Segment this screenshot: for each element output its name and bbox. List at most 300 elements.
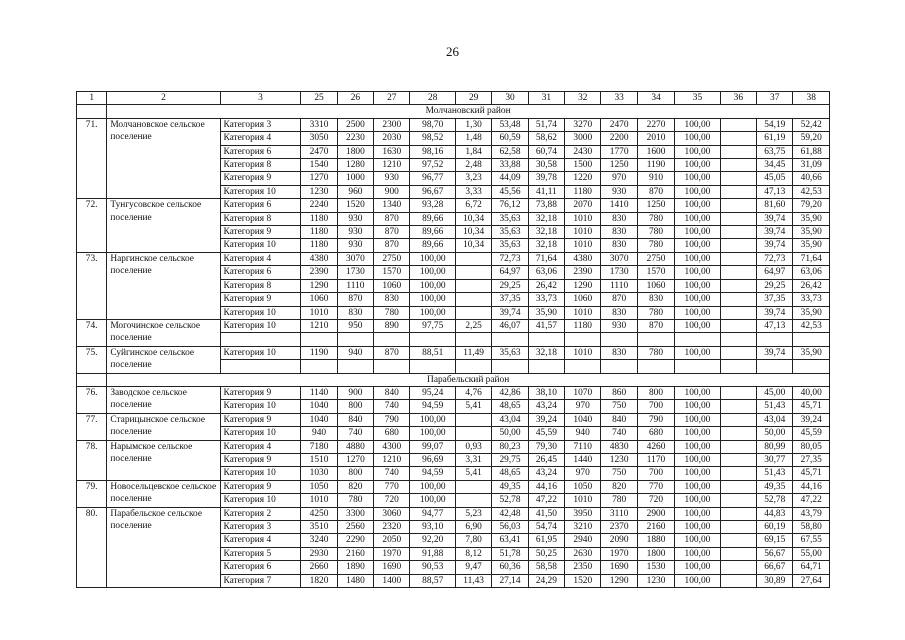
value-cell: 830 xyxy=(374,293,410,306)
empty-cell xyxy=(301,360,337,373)
value-cell xyxy=(720,266,756,279)
value-cell: 80,23 xyxy=(492,440,528,453)
value-cell: 39,78 xyxy=(528,172,564,185)
value-cell: 100,00 xyxy=(675,279,720,292)
value-cell: 47,13 xyxy=(757,185,793,198)
value-cell: 7110 xyxy=(565,440,601,453)
value-cell: 750 xyxy=(601,400,637,413)
value-cell: 80,05 xyxy=(793,440,830,453)
value-cell: 780 xyxy=(637,212,674,225)
value-cell: 2630 xyxy=(565,547,601,560)
value-cell: 1010 xyxy=(565,239,601,252)
value-cell: 720 xyxy=(637,494,674,507)
empty-cell xyxy=(675,333,720,346)
value-cell: 1270 xyxy=(301,172,337,185)
value-cell: 1190 xyxy=(301,346,337,359)
value-cell: 94,59 xyxy=(410,467,455,480)
value-cell xyxy=(455,494,491,507)
value-cell: 42,48 xyxy=(492,507,528,520)
value-cell: 3110 xyxy=(601,507,637,520)
value-cell xyxy=(720,453,756,466)
value-cell: 680 xyxy=(637,427,674,440)
value-cell: 1730 xyxy=(337,266,373,279)
value-cell: 950 xyxy=(337,319,373,332)
category-cell: Категория 8 xyxy=(220,159,301,172)
value-cell: 1040 xyxy=(301,413,337,426)
value-cell: 2660 xyxy=(301,561,337,574)
settlement-name: Заводское сельское поселение xyxy=(107,386,220,413)
settlement-number: 80. xyxy=(77,507,107,587)
value-cell: 52,42 xyxy=(793,118,830,131)
empty-cell xyxy=(492,333,528,346)
value-cell: 870 xyxy=(374,226,410,239)
value-cell: 45,00 xyxy=(757,386,793,399)
value-cell xyxy=(720,480,756,493)
value-cell: 940 xyxy=(301,427,337,440)
value-cell: 720 xyxy=(374,494,410,507)
value-cell: 1210 xyxy=(374,159,410,172)
value-cell: 100,00 xyxy=(675,319,720,332)
value-cell xyxy=(720,118,756,131)
value-cell: 62,58 xyxy=(492,145,528,158)
value-cell: 1000 xyxy=(337,172,373,185)
value-cell: 1230 xyxy=(637,574,674,587)
value-cell xyxy=(455,293,491,306)
column-header: 37 xyxy=(757,92,793,105)
value-cell: 900 xyxy=(337,386,373,399)
column-header: 30 xyxy=(492,92,528,105)
value-cell: 29,75 xyxy=(492,453,528,466)
value-cell: 1600 xyxy=(637,145,674,158)
value-cell: 81,60 xyxy=(757,199,793,212)
value-cell: 2560 xyxy=(337,520,373,533)
value-cell: 1180 xyxy=(301,239,337,252)
value-cell: 2270 xyxy=(637,118,674,131)
value-cell: 1690 xyxy=(374,561,410,574)
column-header: 26 xyxy=(337,92,373,105)
value-cell: 770 xyxy=(374,480,410,493)
value-cell: 3,31 xyxy=(455,453,491,466)
value-cell: 60,36 xyxy=(492,561,528,574)
value-cell: 820 xyxy=(601,480,637,493)
value-cell xyxy=(720,132,756,145)
value-cell xyxy=(720,507,756,520)
settlement-name: Суйгинское сельское поселение xyxy=(107,346,220,373)
value-cell: 42,86 xyxy=(492,386,528,399)
value-cell: 890 xyxy=(374,319,410,332)
empty-cell xyxy=(337,333,373,346)
value-cell xyxy=(720,440,756,453)
value-cell: 11,49 xyxy=(455,346,491,359)
value-cell: 100,00 xyxy=(410,293,455,306)
empty-cell xyxy=(720,333,756,346)
value-cell: 1400 xyxy=(374,574,410,587)
column-header: 33 xyxy=(601,92,637,105)
value-cell: 27,64 xyxy=(793,574,830,587)
empty-cell xyxy=(220,360,301,373)
value-cell: 93,28 xyxy=(410,199,455,212)
value-cell xyxy=(720,319,756,332)
value-cell: 49,35 xyxy=(757,480,793,493)
value-cell: 8,12 xyxy=(455,547,491,560)
value-cell: 1530 xyxy=(637,561,674,574)
value-cell: 7,80 xyxy=(455,534,491,547)
value-cell: 970 xyxy=(565,467,601,480)
value-cell xyxy=(720,185,756,198)
value-cell: 1280 xyxy=(337,159,373,172)
value-cell: 27,35 xyxy=(793,453,830,466)
value-cell: 33,73 xyxy=(528,293,564,306)
settlement-number: 75. xyxy=(77,346,107,373)
value-cell xyxy=(455,480,491,493)
value-cell: 43,04 xyxy=(492,413,528,426)
column-header: 36 xyxy=(720,92,756,105)
value-cell: 55,00 xyxy=(793,547,830,560)
value-cell xyxy=(720,413,756,426)
value-cell: 4260 xyxy=(637,440,674,453)
value-cell: 7180 xyxy=(301,440,337,453)
value-cell: 3950 xyxy=(565,507,601,520)
value-cell xyxy=(720,427,756,440)
value-cell: 2050 xyxy=(374,534,410,547)
value-cell: 2900 xyxy=(637,507,674,520)
category-cell: Категория 10 xyxy=(220,400,301,413)
value-cell: 100,00 xyxy=(410,252,455,265)
value-cell: 32,18 xyxy=(528,226,564,239)
value-cell: 2320 xyxy=(374,520,410,533)
value-cell: 870 xyxy=(337,293,373,306)
region-row xyxy=(77,105,830,118)
value-cell: 1820 xyxy=(301,574,337,587)
value-cell: 1060 xyxy=(374,279,410,292)
value-cell: 40,00 xyxy=(793,386,830,399)
value-cell: 860 xyxy=(601,386,637,399)
value-cell: 41,11 xyxy=(528,185,564,198)
value-cell xyxy=(455,427,491,440)
value-cell: 37,35 xyxy=(492,293,528,306)
value-cell: 43,24 xyxy=(528,400,564,413)
value-cell xyxy=(455,252,491,265)
value-cell: 64,97 xyxy=(757,266,793,279)
value-cell: 1180 xyxy=(301,226,337,239)
value-cell: 3210 xyxy=(565,520,601,533)
value-cell: 29,25 xyxy=(757,279,793,292)
value-cell: 53,48 xyxy=(492,118,528,131)
empty-cell xyxy=(410,333,455,346)
category-cell: Категория 8 xyxy=(220,212,301,225)
table-row xyxy=(77,413,830,426)
value-cell: 1290 xyxy=(301,279,337,292)
value-cell xyxy=(720,467,756,480)
table-row xyxy=(77,386,830,399)
value-cell: 39,74 xyxy=(492,306,528,319)
value-cell xyxy=(720,145,756,158)
value-cell xyxy=(720,534,756,547)
value-cell: 100,00 xyxy=(675,494,720,507)
value-cell: 44,16 xyxy=(793,480,830,493)
value-cell: 61,19 xyxy=(757,132,793,145)
table-row xyxy=(77,440,830,453)
value-cell: 830 xyxy=(337,306,373,319)
column-header: 38 xyxy=(793,92,830,105)
empty-cell xyxy=(601,333,637,346)
value-cell xyxy=(720,226,756,239)
value-cell: 750 xyxy=(601,467,637,480)
value-cell: 49,35 xyxy=(492,480,528,493)
settlement-name: Старицынское сельское поселение xyxy=(107,413,220,440)
value-cell: 35,90 xyxy=(793,212,830,225)
value-cell: 940 xyxy=(337,346,373,359)
column-header: 34 xyxy=(637,92,674,105)
category-cell: Категория 4 xyxy=(220,252,301,265)
value-cell: 4880 xyxy=(337,440,373,453)
table-row xyxy=(77,252,830,265)
value-cell: 100,00 xyxy=(675,520,720,533)
value-cell: 50,00 xyxy=(492,427,528,440)
value-cell: 51,78 xyxy=(492,547,528,560)
value-cell: 71,64 xyxy=(793,252,830,265)
value-cell: 66,67 xyxy=(757,561,793,574)
value-cell: 1110 xyxy=(337,279,373,292)
value-cell: 27,14 xyxy=(492,574,528,587)
value-cell: 930 xyxy=(601,319,637,332)
value-cell: 100,00 xyxy=(675,507,720,520)
value-cell: 3270 xyxy=(565,118,601,131)
value-cell: 2300 xyxy=(374,118,410,131)
value-cell: 76,12 xyxy=(492,199,528,212)
value-cell: 2350 xyxy=(565,561,601,574)
region-row xyxy=(77,373,830,386)
empty-cell xyxy=(565,333,601,346)
value-cell: 1250 xyxy=(637,199,674,212)
settlement-number: 72. xyxy=(77,199,107,253)
value-cell: 54,74 xyxy=(528,520,564,533)
value-cell: 37,35 xyxy=(757,293,793,306)
value-cell: 2090 xyxy=(601,534,637,547)
value-cell: 46,07 xyxy=(492,319,528,332)
category-cell: Категория 9 xyxy=(220,480,301,493)
value-cell: 2500 xyxy=(337,118,373,131)
value-cell: 2,25 xyxy=(455,319,491,332)
settlement-number: 74. xyxy=(77,319,107,346)
table-row xyxy=(77,346,830,359)
value-cell xyxy=(720,547,756,560)
value-cell: 93,10 xyxy=(410,520,455,533)
value-cell: 780 xyxy=(637,346,674,359)
value-cell: 930 xyxy=(374,172,410,185)
value-cell: 790 xyxy=(374,413,410,426)
value-cell: 89,66 xyxy=(410,239,455,252)
empty-cell xyxy=(637,360,674,373)
value-cell: 2470 xyxy=(301,145,337,158)
settlement-name: Наргинское сельское поселение xyxy=(107,252,220,319)
value-cell: 100,00 xyxy=(675,480,720,493)
value-cell: 800 xyxy=(337,400,373,413)
value-cell xyxy=(720,212,756,225)
category-cell: Категория 4 xyxy=(220,534,301,547)
value-cell: 100,00 xyxy=(675,413,720,426)
value-cell: 1010 xyxy=(565,306,601,319)
value-cell: 40,66 xyxy=(793,172,830,185)
value-cell: 2430 xyxy=(565,145,601,158)
value-cell: 3000 xyxy=(565,132,601,145)
value-cell: 1340 xyxy=(374,199,410,212)
value-cell: 3,33 xyxy=(455,185,491,198)
value-cell: 1040 xyxy=(301,400,337,413)
value-cell: 100,00 xyxy=(410,427,455,440)
settlement-name: Новосельцевское сельское поселение xyxy=(107,480,220,507)
category-cell: Категория 4 xyxy=(220,440,301,453)
value-cell: 2370 xyxy=(601,520,637,533)
value-cell: 1440 xyxy=(565,453,601,466)
value-cell: 4830 xyxy=(601,440,637,453)
empty-cell xyxy=(793,333,830,346)
value-cell: 96,67 xyxy=(410,185,455,198)
value-cell: 94,59 xyxy=(410,400,455,413)
value-cell: 840 xyxy=(337,413,373,426)
empty-cell xyxy=(757,360,793,373)
value-cell: 45,59 xyxy=(528,427,564,440)
value-cell: 89,66 xyxy=(410,212,455,225)
value-cell: 1520 xyxy=(565,574,601,587)
category-cell: Категория 6 xyxy=(220,266,301,279)
value-cell: 32,18 xyxy=(528,212,564,225)
settlement-name: Парабельское сельское поселение xyxy=(107,507,220,587)
value-cell: 100,00 xyxy=(675,199,720,212)
value-cell: 100,00 xyxy=(410,306,455,319)
value-cell: 100,00 xyxy=(675,172,720,185)
value-cell: 59,20 xyxy=(793,132,830,145)
value-cell: 100,00 xyxy=(675,561,720,574)
value-cell: 100,00 xyxy=(675,145,720,158)
value-cell: 51,43 xyxy=(757,467,793,480)
value-cell: 2010 xyxy=(637,132,674,145)
value-cell: 72,73 xyxy=(492,252,528,265)
value-cell: 26,42 xyxy=(528,279,564,292)
value-cell: 34,45 xyxy=(757,159,793,172)
value-cell: 1480 xyxy=(337,574,373,587)
column-header: 3 xyxy=(220,92,301,105)
value-cell: 35,63 xyxy=(492,239,528,252)
region-spacer xyxy=(77,373,107,386)
empty-cell xyxy=(492,360,528,373)
value-cell: 3310 xyxy=(301,118,337,131)
value-cell: 51,74 xyxy=(528,118,564,131)
value-cell: 98,52 xyxy=(410,132,455,145)
value-cell: 10,34 xyxy=(455,239,491,252)
value-cell: 870 xyxy=(637,185,674,198)
value-cell xyxy=(720,574,756,587)
region-name: Молчановский район xyxy=(107,105,830,118)
value-cell: 90,53 xyxy=(410,561,455,574)
value-cell: 3050 xyxy=(301,132,337,145)
value-cell: 89,66 xyxy=(410,226,455,239)
value-cell: 770 xyxy=(637,480,674,493)
value-cell: 2470 xyxy=(601,118,637,131)
value-cell: 830 xyxy=(601,226,637,239)
value-cell: 52,78 xyxy=(757,494,793,507)
value-cell: 43,24 xyxy=(528,467,564,480)
value-cell: 61,88 xyxy=(793,145,830,158)
value-cell: 63,75 xyxy=(757,145,793,158)
value-cell: 41,57 xyxy=(528,319,564,332)
value-cell: 1250 xyxy=(601,159,637,172)
category-cell: Категория 9 xyxy=(220,453,301,466)
value-cell: 94,77 xyxy=(410,507,455,520)
value-cell: 1290 xyxy=(601,574,637,587)
value-cell: 88,51 xyxy=(410,346,455,359)
value-cell: 79,30 xyxy=(528,440,564,453)
value-cell: 3060 xyxy=(374,507,410,520)
value-cell: 45,05 xyxy=(757,172,793,185)
value-cell: 1110 xyxy=(601,279,637,292)
value-cell: 100,00 xyxy=(675,547,720,560)
value-cell: 100,00 xyxy=(675,159,720,172)
value-cell: 3240 xyxy=(301,534,337,547)
category-cell: Категория 7 xyxy=(220,574,301,587)
value-cell: 0,93 xyxy=(455,440,491,453)
value-cell: 64,71 xyxy=(793,561,830,574)
value-cell: 960 xyxy=(337,185,373,198)
empty-cell xyxy=(565,360,601,373)
value-cell: 4,76 xyxy=(455,386,491,399)
value-cell xyxy=(455,279,491,292)
value-cell: 5,41 xyxy=(455,400,491,413)
value-cell: 100,00 xyxy=(675,467,720,480)
value-cell: 780 xyxy=(637,239,674,252)
value-cell: 51,43 xyxy=(757,400,793,413)
value-cell: 43,79 xyxy=(793,507,830,520)
value-cell: 98,16 xyxy=(410,145,455,158)
value-cell: 43,04 xyxy=(757,413,793,426)
value-cell: 33,88 xyxy=(492,159,528,172)
value-cell: 67,55 xyxy=(793,534,830,547)
category-cell: Категория 10 xyxy=(220,494,301,507)
value-cell: 1010 xyxy=(565,346,601,359)
value-cell xyxy=(720,400,756,413)
value-cell: 97,52 xyxy=(410,159,455,172)
column-header: 31 xyxy=(528,92,564,105)
category-cell: Категория 2 xyxy=(220,507,301,520)
value-cell: 780 xyxy=(637,226,674,239)
value-cell: 930 xyxy=(601,185,637,198)
settlement-name: Тунгусовское сельское поселение xyxy=(107,199,220,253)
value-cell: 44,16 xyxy=(528,480,564,493)
value-cell: 64,97 xyxy=(492,266,528,279)
value-cell: 900 xyxy=(374,185,410,198)
empty-cell xyxy=(337,360,373,373)
value-cell: 1970 xyxy=(374,547,410,560)
value-cell: 830 xyxy=(637,293,674,306)
value-cell: 95,24 xyxy=(410,386,455,399)
value-cell: 58,80 xyxy=(793,520,830,533)
empty-cell xyxy=(301,333,337,346)
value-cell: 44,09 xyxy=(492,172,528,185)
value-cell: 780 xyxy=(637,306,674,319)
value-cell: 92,20 xyxy=(410,534,455,547)
value-cell: 35,90 xyxy=(793,346,830,359)
value-cell: 740 xyxy=(601,427,637,440)
value-cell: 1210 xyxy=(301,319,337,332)
value-cell: 1570 xyxy=(637,266,674,279)
value-cell: 2230 xyxy=(337,132,373,145)
value-cell: 35,63 xyxy=(492,346,528,359)
value-cell: 80,99 xyxy=(757,440,793,453)
category-cell: Категория 3 xyxy=(220,520,301,533)
value-cell: 60,59 xyxy=(492,132,528,145)
value-cell: 2750 xyxy=(637,252,674,265)
value-cell: 870 xyxy=(374,212,410,225)
